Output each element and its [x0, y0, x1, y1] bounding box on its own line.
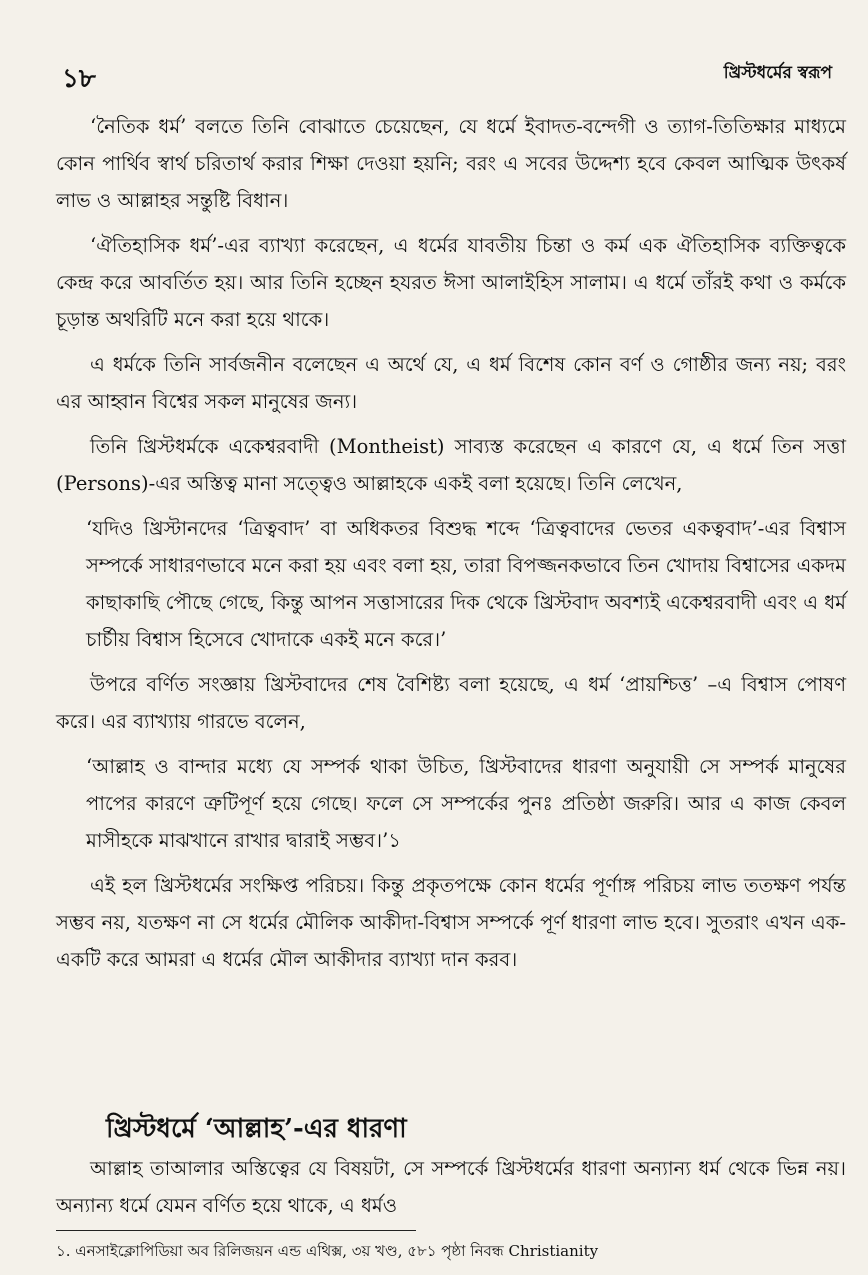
quote-trinity: ‘যদিও খ্রিস্টানদের ‘ত্রিত্ববাদ’ বা অধিকতর বিশুদ্ধ শব্দে ‘ত্রিত্ববাদের ভেতর একত্ববাদ’-এর বিশ্বাস সম্পর্কে সাধারণভাবে মনে করা হয় এবং বলা হয়, তারা বিপজ্জনকভাবে তিন খোদায় বিশ্বাসের একদম কাছাকাছি পৌছে গেছে, কিন্তু আপন সত্তাসারের দিক থেকে খ্রিস্টবাদ অবশ্যই একেশ্বরবাদী এবং এ ধর্ম চার্চীয় বিশ্বাস হিসেবে খোদাকে একই মনে করে।’	[86, 517, 846, 651]
paragraph-monotheist: তিনি খ্রিস্টধর্মকে একেশ্বরবাদী (Montheist) সাব্যস্ত করেছেন এ কারণে যে, এ ধর্মে তিন সত্তা (Persons)-এর অস্তিত্ব মানা সত্ত্বেও আল্লাহকে একই বলা হয়েছে। তিনি লেখেন,	[56, 435, 846, 495]
quote-garvie: ‘আল্লাহ ও বান্দার মধ্যে যে সম্পর্ক থাকা উচিত, খ্রিস্টবাদের ধারণা অনুযায়ী সে সম্পর্ক মানুষের পাপের কারণে ত্রুটিপূর্ণ হয়ে গেছে। ফলে সে সম্পর্কের পুনঃ প্রতিষ্ঠা জরুরি। আর এ কাজ কেবল মাসীহকে মাঝখানে রাখার দ্বারাই সম্ভব।’১	[86, 755, 846, 852]
running-title: খ্রিস্টধর্মের স্বরূপ	[723, 63, 832, 83]
paragraph-universal-religion: এ ধর্মকে তিনি সার্বজনীন বলেছেন এ অর্থে যে, এ ধর্ম বিশেষ কোন বর্ণ ও গোষ্ঠীর জন্য নয়; বরং এর আহ্বান বিশ্বের সকল মানুষের জন্য।	[56, 353, 846, 413]
paragraph-summary: এই হল খ্রিস্টধর্মের সংক্ষিপ্ত পরিচয়। কিন্তু প্রকৃতপক্ষে কোন ধর্মের পূর্ণাঙ্গ পরিচয় লাভ ততক্ষণ পর্যন্ত সম্ভব নয়, যতক্ষণ না সে ধর্মের মৌলিক আকীদা-বিশ্বাস সম্পর্কে পূর্ণ ধারণা লাভ হবে। সুতরাং এখন এক-একটি করে আমরা এ ধর্মের মৌল আকীদার ব্যাখ্যা দান করব।	[56, 874, 846, 971]
footnote: ১. এনসাইক্লোপিডিয়া অব রিলিজয়ন এন্ড এথিক্স, ৩য় খণ্ড, ৫৮১ পৃষ্ঠা নিবন্ধ Christianity	[56, 1242, 599, 1260]
main-text	[56, 108, 846, 986]
section-heading: খ্রিস্টধর্মে ‘আল্লাহ’-এর ধারণা	[106, 1114, 407, 1144]
paragraph-atonement: উপরে বর্ণিত সংজ্ঞায় খ্রিস্টবাদের শেষ বৈশিষ্ট্য বলা হয়েছে, এ ধর্ম ‘প্রায়শ্চিত্ত’ –এ বিশ্বাস পোষণ করে। এর ব্যাখ্যায় গারভে বলেন,	[56, 673, 846, 733]
paragraph-historical-religion: ‘ঐতিহাসিক ধর্ম’-এর ব্যাখ্যা করেছেন, এ ধর্মের যাবতীয় চিন্তা ও কর্ম এক ঐতিহাসিক ব্যক্তিত্বকে কেন্দ্র করে আবর্তিত হয়। আর তিনি হচ্ছেন হযরত ঈসা আলাইহিস সালাম। এ ধর্মে তাঁরই কথা ও কর্মকে চূড়ান্ত অথরিটি মনে করা হয়ে থাকে।	[56, 234, 846, 331]
page-number: ১৮	[62, 64, 96, 94]
section-paragraph: আল্লাহ তাআলার অস্তিত্বের যে বিষয়টা, সে সম্পর্কে খ্রিস্টধর্মের ধারণা অন্যান্য ধর্ম থেকে ভিন্ন নয়। অন্যান্য ধর্মে যেমন বর্ণিত হয়ে থাকে, এ ধর্মও	[56, 1157, 846, 1217]
footnote-divider	[56, 1230, 416, 1231]
paragraph-moral-religion: ‘নৈতিক ধর্ম’ বলতে তিনি বোঝাতে চেয়েছেন, যে ধর্মে ইবাদত-বন্দেগী ও ত্যাগ-তিতিক্ষার মাধ্যমে কোন পার্থিব স্বার্থ চরিতার্থ করার শিক্ষা দেওয়া হয়নি; বরং এ সবের উদ্দেশ্য হবে কেবল আত্মিক উৎকর্ষ লাভ ও আল্লাহর সন্তুষ্টি বিধান।	[56, 115, 846, 212]
